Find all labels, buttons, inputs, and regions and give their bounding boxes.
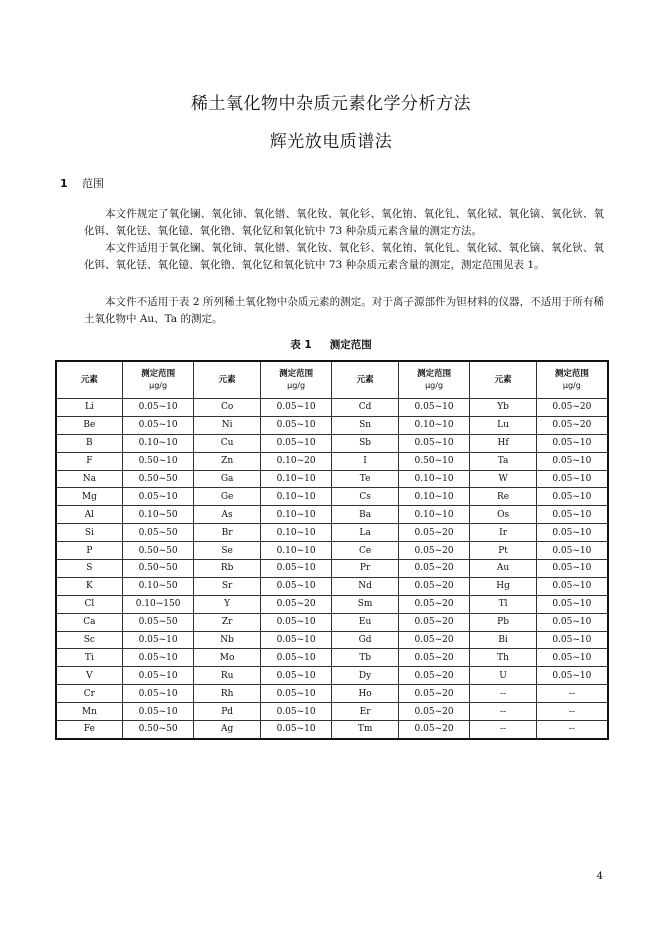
table-row [56,613,608,631]
range-cell: 0.50~50 [122,542,194,560]
element-cell: Li [56,399,122,417]
range-cell: 0.10~50 [122,577,194,595]
range-cell: 0.10~10 [398,488,470,506]
element-cell: Ni [194,416,260,434]
range-cell: 0.50~10 [122,452,194,470]
range-cell: 0.05~10 [260,685,332,703]
range-cell: 0.05~10 [398,434,470,452]
element-cell: B [56,434,122,452]
element-cell: Cu [194,434,260,452]
element-cell: -- [470,721,536,739]
range-cell: 0.05~20 [398,685,470,703]
element-cell: Sb [332,434,398,452]
range-cell: 0.05~10 [536,649,608,667]
range-cell: 0.05~20 [260,595,332,613]
element-cell: Dy [332,667,398,685]
range-cell: 0.10~10 [260,542,332,560]
element-cell: Lu [470,416,536,434]
document-title: 稀土氧化物中杂质元素化学分析方法 [191,94,471,114]
element-cell: S [56,560,122,578]
element-cell: Os [470,506,536,524]
range-cell: 0.05~50 [122,524,194,542]
range-cell: 0.05~10 [536,560,608,578]
range-cell: 0.05~10 [260,577,332,595]
range-cell: 0.10~10 [398,416,470,434]
range-cell: 0.05~50 [122,613,194,631]
element-cell: Cs [332,488,398,506]
range-cell: 0.05~10 [536,542,608,560]
element-cell: Bi [470,631,536,649]
range-cell: -- [536,721,608,739]
range-cell: 0.05~20 [398,649,470,667]
table-row [56,721,608,739]
element-cell: Fe [56,721,122,739]
range-cell: -- [536,685,608,703]
element-cell: Co [194,399,260,417]
range-cell: 0.50~50 [122,721,194,739]
element-cell: Rh [194,685,260,703]
range-cell: 0.05~20 [536,399,608,417]
range-cell: 0.50~50 [122,560,194,578]
table-row [56,631,608,649]
range-cell: 0.05~10 [260,560,332,578]
element-cell: Ta [470,452,536,470]
header-element: 元素 [470,361,536,399]
range-cell: 0.05~10 [260,649,332,667]
element-cell: U [470,667,536,685]
section-heading [60,175,104,191]
table-row [56,685,608,703]
header-range-unit: μg/g [149,381,168,390]
table-row [56,703,608,721]
range-cell: 0.05~20 [398,524,470,542]
element-cell: Sc [56,631,122,649]
element-cell: Zn [194,452,260,470]
scope-paragraph-3: 本文件不适用于表 2 所列稀土氧化物中杂质元素的测定。对于离子源部件为钽材料的仪器，不适用于所有稀土氧化物中 Au、Ta 的测定。 [84,296,604,325]
element-cell: Al [56,506,122,524]
table-caption-label: 表 1 [290,339,312,351]
element-cell: -- [470,703,536,721]
element-cell: Pd [194,703,260,721]
element-cell: Re [470,488,536,506]
range-cell: 0.05~20 [398,613,470,631]
element-cell: Ir [470,524,536,542]
element-cell: La [332,524,398,542]
element-cell: Si [56,524,122,542]
table-caption-title: 测定范围 [329,339,372,351]
table-row [56,542,608,560]
element-cell: Sr [194,577,260,595]
range-cell: 0.10~10 [260,470,332,488]
element-cell: Ca [56,613,122,631]
element-cell: Nd [332,577,398,595]
header-range-unit: μg/g [562,381,581,390]
element-cell: Pr [332,560,398,578]
header-range [536,361,608,399]
range-cell: 0.05~10 [122,399,194,417]
table-body [56,399,608,739]
range-cell: 0.05~10 [260,721,332,739]
element-cell: Eu [332,613,398,631]
range-cell: 0.05~10 [122,685,194,703]
table-header-row [56,361,608,399]
header-range-label: 测定范围 [279,369,314,379]
element-cell: Be [56,416,122,434]
range-cell: 0.10~10 [122,434,194,452]
element-cell: Ru [194,667,260,685]
element-cell: Ti [56,649,122,667]
range-cell: 0.10~150 [122,595,194,613]
element-cell: Mg [56,488,122,506]
table-row [56,488,608,506]
element-cell: Ga [194,470,260,488]
element-cell: Zr [194,613,260,631]
range-cell: 0.10~10 [260,524,332,542]
range-cell: 0.05~10 [122,667,194,685]
scope-paragraph-1: 本文件规定了氧化镧、氧化铈、氧化镨、氧化钕、氧化钐、氧化铕、氧化钆、氧化铽、氧化镝、氧化钬、氧化铒、氧化铥、氧化镱、氧化镥、氧化钇和氧化钪中 73 种杂质元素含量的测定方法。 [84,208,604,237]
table-row [56,560,608,578]
range-cell: 0.10~10 [398,470,470,488]
range-cell: 0.05~20 [398,560,470,578]
table-row [56,667,608,685]
element-cell: V [56,667,122,685]
element-cell: Tm [332,721,398,739]
range-cell: 0.05~10 [536,434,608,452]
element-cell: Cd [332,399,398,417]
element-cell: Cr [56,685,122,703]
range-cell: 0.05~10 [536,631,608,649]
header-element: 元素 [332,361,398,399]
element-cell: Y [194,595,260,613]
range-cell: 0.05~10 [260,416,332,434]
table-row [56,595,608,613]
element-cell: Se [194,542,260,560]
element-cell: Au [470,560,536,578]
element-cell: Ce [332,542,398,560]
element-cell: K [56,577,122,595]
element-cell: Tl [470,595,536,613]
range-cell: 0.05~10 [122,649,194,667]
range-cell: 0.05~20 [536,416,608,434]
element-cell: Sn [332,416,398,434]
element-cell: Ag [194,721,260,739]
range-cell: 0.05~10 [536,452,608,470]
table-caption [0,337,662,352]
measurement-range-table [55,360,609,740]
range-cell: 0.05~20 [398,631,470,649]
range-cell: 0.10~10 [260,488,332,506]
element-cell: Er [332,703,398,721]
element-cell: As [194,506,260,524]
range-cell: 0.05~10 [536,470,608,488]
element-cell: Cl [56,595,122,613]
table-row [56,577,608,595]
header-range-label: 测定范围 [554,369,589,379]
section-title: 范围 [82,177,104,190]
table-row [56,399,608,417]
document-subtitle: 辉光放电质谱法 [269,132,393,152]
range-cell: 0.05~10 [122,488,194,506]
element-cell: Ba [332,506,398,524]
element-cell: F [56,452,122,470]
range-cell: -- [536,703,608,721]
header-element: 元素 [194,361,260,399]
range-cell: 0.50~50 [122,470,194,488]
range-cell: 0.05~10 [536,595,608,613]
element-cell: Rb [194,560,260,578]
range-cell: 0.05~20 [398,542,470,560]
element-cell: Te [332,470,398,488]
range-cell: 0.05~10 [260,399,332,417]
range-cell: 0.05~10 [260,667,332,685]
element-cell: Hf [470,434,536,452]
range-cell: 0.05~20 [398,721,470,739]
table-row [56,470,608,488]
header-range-unit: μg/g [425,381,444,390]
header-element: 元素 [56,361,122,399]
element-cell: Gd [332,631,398,649]
range-cell: 0.05~10 [536,524,608,542]
section-number: 1 [60,177,68,190]
element-cell: Ge [194,488,260,506]
table-row [56,434,608,452]
header-range [122,361,194,399]
range-cell: 0.10~50 [122,506,194,524]
element-cell: I [332,452,398,470]
table-row [56,452,608,470]
range-cell: 0.05~10 [260,703,332,721]
range-cell: 0.10~10 [260,506,332,524]
table-row [56,524,608,542]
header-range-label: 测定范围 [417,369,452,379]
element-cell: P [56,542,122,560]
range-cell: 0.05~10 [536,506,608,524]
range-cell: 0.05~20 [398,667,470,685]
element-cell: Yb [470,399,536,417]
range-cell: 0.10~10 [398,506,470,524]
header-range-label: 测定范围 [141,369,176,379]
scope-paragraph-2: 本文件适用于氧化镧、氧化铈、氧化镨、氧化钕、氧化钐、氧化铕、氧化钆、氧化铽、氧化镝、氧化钬、氧化铒、氧化铥、氧化镱、氧化镥、氧化钇和氧化钪中 73 种杂质元素含量的测定，测定范围见表 1。 [84,242,604,271]
element-cell: Br [194,524,260,542]
element-cell: Ho [332,685,398,703]
element-cell: Nb [194,631,260,649]
element-cell: Th [470,649,536,667]
page-number: 4 [596,871,603,882]
table-row [56,506,608,524]
range-cell: 0.05~20 [398,595,470,613]
element-cell: Mo [194,649,260,667]
range-cell: 0.05~10 [122,703,194,721]
range-cell: 0.05~10 [260,434,332,452]
range-cell: 0.05~10 [398,399,470,417]
range-cell: 0.05~10 [536,667,608,685]
range-cell: 0.05~10 [122,631,194,649]
range-cell: 0.05~20 [398,703,470,721]
range-cell: 0.05~10 [260,613,332,631]
range-cell: 0.05~10 [122,416,194,434]
range-cell: 0.05~10 [536,488,608,506]
element-cell: Tb [332,649,398,667]
element-cell: W [470,470,536,488]
element-cell: Sm [332,595,398,613]
element-cell: Pb [470,613,536,631]
range-cell: 0.05~10 [536,577,608,595]
header-range [260,361,332,399]
range-cell: 0.05~20 [398,577,470,595]
element-cell: Hg [470,577,536,595]
range-cell: 0.05~10 [536,613,608,631]
range-cell: 0.50~10 [398,452,470,470]
table-row [56,416,608,434]
element-cell: Pt [470,542,536,560]
header-range [398,361,470,399]
table-row [56,649,608,667]
range-cell: 0.10~20 [260,452,332,470]
header-range-unit: μg/g [287,381,306,390]
element-cell: Na [56,470,122,488]
element-cell: -- [470,685,536,703]
element-cell: Mn [56,703,122,721]
range-cell: 0.05~10 [260,631,332,649]
